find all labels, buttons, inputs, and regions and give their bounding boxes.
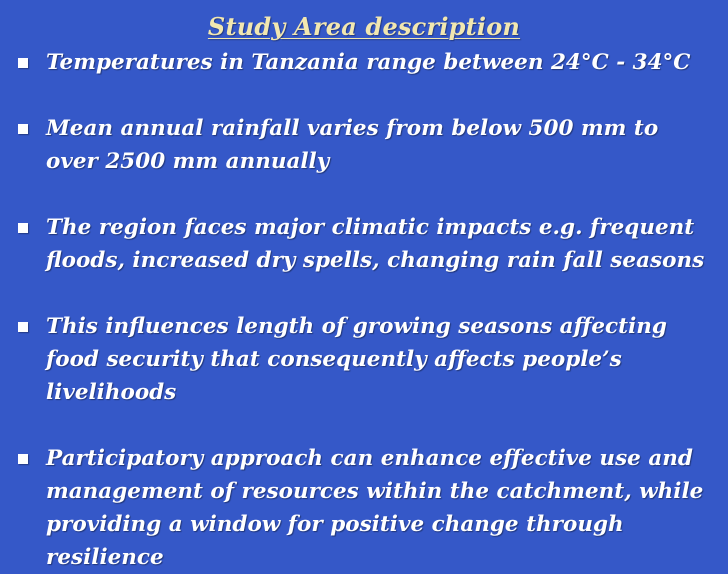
bullet-text: Mean annual rainfall varies from below 500 mm to over 2500 mm annually: [46, 116, 659, 174]
bullet-item: [14, 211, 714, 277]
bullet-item: [14, 310, 714, 409]
square-bullet-icon: [18, 454, 28, 464]
bullet-text: This influences length of growing seasons affecting food security that consequently affects people’s livelihoods: [46, 314, 667, 405]
bullet-text: Participatory approach can enhance effective use and management of resources within the catchment, while providing a window for positive change through resilience: [46, 446, 704, 570]
bullet-text: The region faces major climatic impacts e.g. frequent floods, increased dry spells, changing rain fall seasons: [46, 215, 705, 273]
square-bullet-icon: [18, 223, 28, 233]
bullet-item: [14, 112, 714, 178]
slide-title: Study Area description: [207, 12, 521, 41]
square-bullet-icon: [18, 58, 28, 68]
square-bullet-icon: [18, 124, 28, 134]
bullet-item: [14, 46, 714, 79]
bullet-text: Temperatures in Tanzania range between 24°C - 34°C: [46, 50, 691, 75]
bullet-list: [14, 46, 714, 574]
bullet-item: [14, 442, 714, 574]
square-bullet-icon: [18, 322, 28, 332]
